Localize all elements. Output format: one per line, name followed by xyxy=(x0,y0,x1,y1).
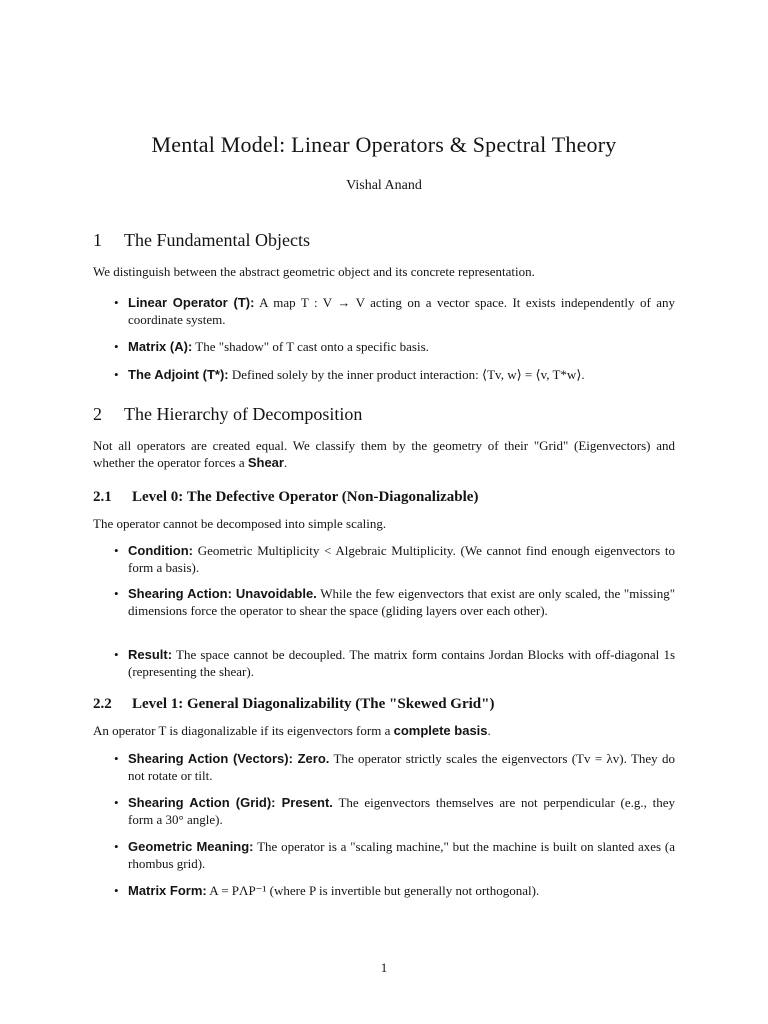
bullet-icon: • xyxy=(114,795,119,810)
item-text: The operator is a "scaling machine," but the machine is built on slanted axes (a rhombus grid). xyxy=(128,839,675,871)
item-text: A map T : V → V acting on a vector space. It exists independently of any coordinate system. xyxy=(128,295,675,327)
section-heading-1 xyxy=(93,230,310,251)
section-title: The Hierarchy of Decomposition xyxy=(124,404,363,424)
intro-keyword: Shear xyxy=(247,455,284,470)
section-title: The Fundamental Objects xyxy=(124,230,310,250)
list-item xyxy=(114,366,675,383)
item-label: Linear Operator (T): xyxy=(128,295,255,310)
item-label: Shearing Action (Grid): Present. xyxy=(128,795,333,810)
item-text: Defined solely by the inner product interaction: ⟨Tv, w⟩ = ⟨v, T*w⟩. xyxy=(231,367,585,382)
list-item xyxy=(114,838,675,872)
subsection-title: Level 1: General Diagonalizability (The "Skewed Grid") xyxy=(132,696,495,712)
subsection-heading-2-2 xyxy=(93,696,494,713)
bullet-icon: • xyxy=(114,647,119,662)
intro-text: Not all operators are created equal. We classify them by the geometry of their "Grid" (Eigenvectors) and whether the operator forces a xyxy=(93,438,675,470)
bullet-icon: • xyxy=(114,367,119,382)
bullet-icon: • xyxy=(114,543,119,558)
bullet-icon: • xyxy=(114,751,119,766)
intro-end: . xyxy=(283,455,288,470)
bullet-icon: • xyxy=(114,883,119,898)
subsection-heading-2-1 xyxy=(93,489,478,506)
list-item xyxy=(114,882,675,899)
item-text: While the few eigenvectors that exist are only scaled, the "missing" dimensions force the operator to shear the space (gliding layers over each other). xyxy=(128,586,675,618)
list-item xyxy=(114,294,675,328)
bullet-icon: • xyxy=(114,586,119,601)
item-label: Geometric Meaning: xyxy=(128,839,254,854)
subsection-intro: The operator cannot be decomposed into simple scaling. xyxy=(93,516,387,531)
list-item xyxy=(114,585,675,619)
section-heading-2 xyxy=(93,404,362,425)
item-label: Matrix (A): xyxy=(128,339,193,354)
section-number: 1 xyxy=(93,230,102,250)
list-item xyxy=(114,646,676,680)
subsection-intro xyxy=(93,722,675,739)
subsection-number: 2.2 xyxy=(93,696,112,712)
bullet-icon: • xyxy=(114,339,119,354)
item-text: The eigenvectors themselves are not perpendicular (e.g., they form a 30° angle). xyxy=(128,795,675,827)
paper-title: Mental Model: Linear Operators & Spectral Theory xyxy=(151,132,617,157)
subsection-number: 2.1 xyxy=(93,489,112,505)
item-text: Geometric Multiplicity < Algebraic Multiplicity. (We cannot find enough eigenvectors to form a basis). xyxy=(128,543,675,575)
item-label: Shearing Action (Vectors): Zero. xyxy=(128,751,330,766)
list-item xyxy=(114,338,675,355)
section-intro: We distinguish between the abstract geometric object and its concrete representation. xyxy=(93,264,535,279)
item-label: Condition: xyxy=(128,543,193,558)
intro-end: . xyxy=(487,723,491,738)
section-intro xyxy=(93,437,675,471)
list-item xyxy=(114,750,676,784)
list-item xyxy=(114,794,675,828)
item-label: Shearing Action: Unavoidable. xyxy=(128,586,317,601)
item-label: The Adjoint (T*): xyxy=(128,367,229,382)
page-number: 1 xyxy=(380,960,388,975)
item-label: Matrix Form: xyxy=(128,883,207,898)
item-text: The "shadow" of T cast onto a specific basis. xyxy=(195,339,429,354)
intro-text: An operator T is diagonalizable if its eigenvectors form a xyxy=(93,723,391,738)
subsection-title: Level 0: The Defective Operator (Non-Diagonalizable) xyxy=(132,489,479,505)
bullet-icon: • xyxy=(114,295,119,310)
item-label: Result: xyxy=(128,647,173,662)
author-name: Vishal Anand xyxy=(346,178,422,193)
item-text: A = PΛP⁻¹ (where P is invertible but generally not orthogonal). xyxy=(209,883,540,898)
item-text: The space cannot be decoupled. The matrix form contains Jordan Blocks with off-diagonal 1s (representing the shear). xyxy=(128,647,676,679)
list-item xyxy=(114,542,675,576)
intro-keyword: complete basis xyxy=(393,723,488,738)
bullet-icon: • xyxy=(114,839,119,854)
item-text: The operator strictly scales the eigenvectors (Tv = λv). They do not rotate or tilt. xyxy=(128,751,676,783)
section-number: 2 xyxy=(93,404,102,424)
